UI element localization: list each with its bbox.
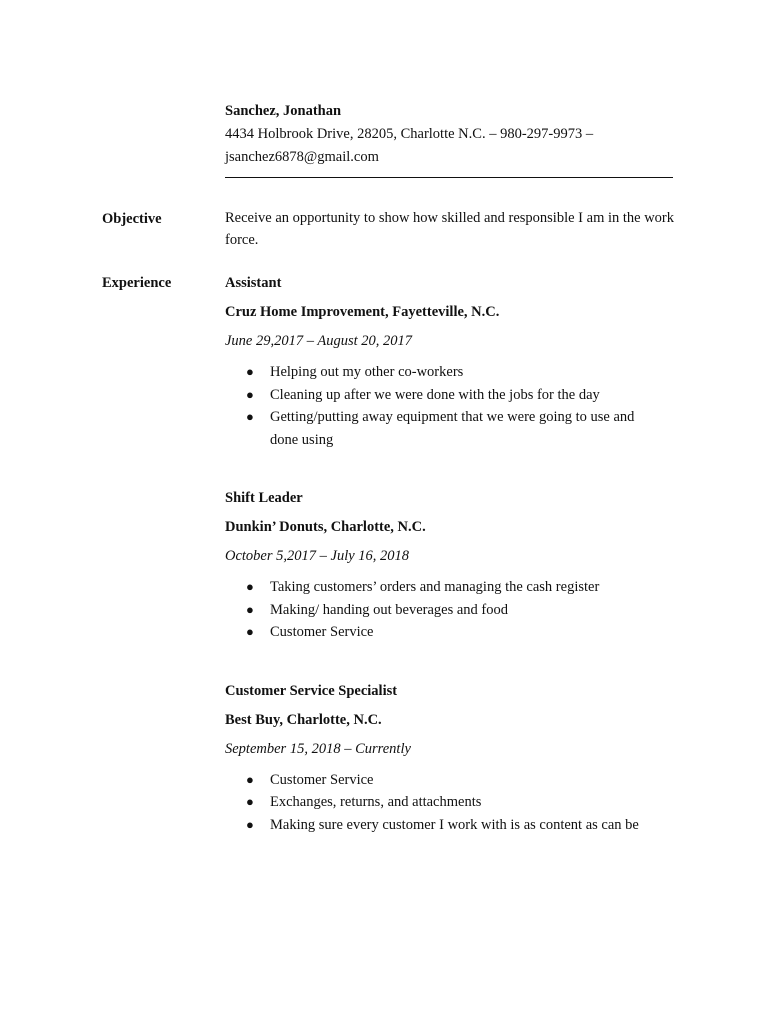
objective-text: Receive an opportunity to show how skilled and responsible I am in the work force. — [225, 210, 675, 248]
job-title: Assistant — [225, 275, 282, 291]
bullet-icon: ● — [246, 601, 254, 617]
job-title: Shift Leader — [225, 490, 303, 506]
duty-text: Cleaning up after we were done with the jobs for the day — [270, 386, 600, 403]
bullet-icon: ● — [246, 579, 254, 594]
bullet-icon: ● — [246, 794, 254, 809]
duty-item — [225, 769, 675, 792]
bullet-icon: ● — [246, 816, 254, 832]
bullet-icon: ● — [246, 409, 254, 424]
duty-text: Exchanges, returns, and attachments — [270, 794, 482, 810]
duty-text: Helping out my other co-workers — [270, 364, 464, 380]
duty-text: Customer Service — [270, 771, 374, 788]
duty-text: Customer Service — [270, 624, 374, 640]
bullet-icon: ● — [246, 771, 254, 787]
bullet-icon: ● — [246, 386, 254, 402]
job-title: Customer Service Specialist — [225, 682, 398, 699]
duty-item — [225, 791, 675, 814]
header-divider — [225, 177, 673, 178]
job-dates: June 29,2017 – August 20, 2017 — [225, 333, 413, 349]
job-duties-list — [225, 576, 675, 644]
job-dates: September 15, 2018 – Currently — [225, 740, 411, 757]
job-company: Cruz Home Improvement, Fayetteville, N.C. — [225, 304, 500, 320]
duty-item — [225, 621, 675, 644]
job-duties-list — [225, 361, 675, 451]
duty-item — [225, 406, 660, 451]
duty-item — [225, 599, 675, 622]
contact-info — [225, 123, 673, 168]
contact-line-address-phone: 4434 Holbrook Drive, 28205, Charlotte N.C. – 980-297-9973 – — [225, 126, 594, 142]
job-entry — [225, 272, 675, 451]
job-entry — [225, 487, 675, 644]
applicant-name: Sanchez, Jonathan — [225, 103, 342, 119]
job-company: Dunkin’ Donuts, Charlotte, N.C. — [225, 519, 426, 535]
experience-label: Experience — [102, 275, 172, 291]
duty-item — [225, 361, 675, 384]
job-dates: October 5,2017 – July 16, 2018 — [225, 548, 410, 564]
job-duties-list — [225, 769, 675, 837]
job-entry — [225, 680, 675, 837]
experience-section — [225, 272, 675, 836]
duty-text: Making sure every customer I work with is as content as can be — [270, 816, 639, 833]
duty-item — [225, 576, 675, 599]
resume-header — [225, 100, 673, 168]
duty-text: Taking customers’ orders and managing the cash register — [270, 579, 600, 595]
duty-item — [225, 384, 675, 407]
duty-text: Getting/putting away equipment that we were going to use and done using — [270, 409, 635, 448]
bullet-icon: ● — [246, 364, 254, 379]
job-company: Best Buy, Charlotte, N.C. — [225, 711, 382, 728]
duty-item — [225, 814, 675, 837]
objective-section — [225, 208, 675, 251]
bullet-icon: ● — [246, 624, 254, 639]
contact-line-email: jsanchez6878@gmail.com — [225, 148, 379, 165]
objective-label: Objective — [102, 211, 162, 227]
duty-text: Making/ handing out beverages and food — [270, 601, 508, 618]
